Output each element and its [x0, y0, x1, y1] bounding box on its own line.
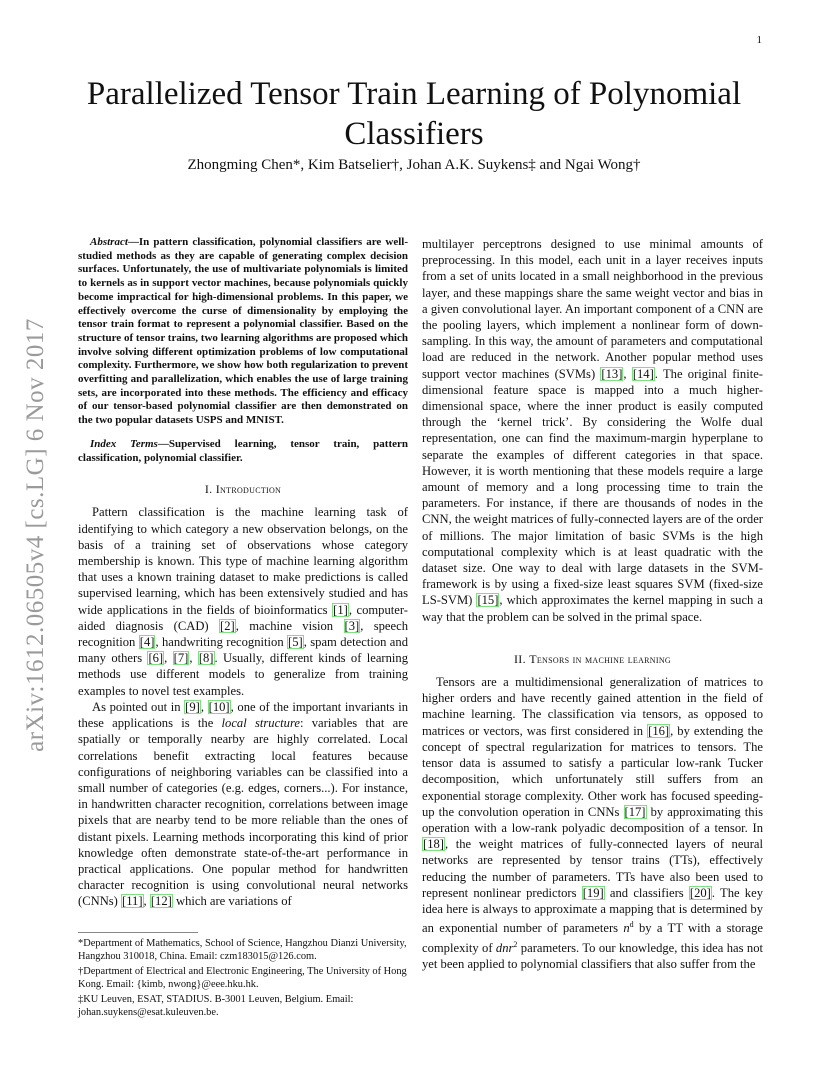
right-column [422, 236, 763, 972]
section-heading-tensors: II. Tensors in machine learning [514, 651, 671, 666]
math-dnr: dnr [495, 940, 514, 955]
left-column [78, 236, 408, 910]
citation-link[interactable]: [11] [122, 894, 143, 909]
index-terms-label: Index Terms [90, 437, 158, 450]
abstract-label: Abstract [90, 236, 128, 248]
citation-link[interactable]: [14] [632, 366, 654, 381]
citation-link[interactable]: [17] [624, 804, 646, 819]
citation-link[interactable]: [16] [648, 723, 670, 738]
abstract-text: —In pattern classification, polynomial classifiers are well-studied methods as they are capable of generating complex decision surfaces. Unfortunately, the use of multivariate polynomials is limited to kernels as in support vector machines, because polynomials quickly become impractical for high-dimensional problems. In this paper, we effectively overcome the curse of dimensionality by employing the tensor train format to represent a polynomial classifier. Based on the structure of tensor trains, two learning algorithms are proposed which involve solving different optimization problems of low computational complexity. Furthermore, we show how both regularization to prevent overfitting and parallelization, which enables the use of large training sets, are incorporated into these methods. The efficiency and efficacy of our tensor-based polynomial classifier are then demonstrated on the two popular datasets USPS and MNIST. [78, 236, 408, 427]
tensors-paragraph-1: Tensors are a multidimensional generalization of matrices to higher orders and have recently gained attention in the field of machine learning. The classification via tensors, as opposed to matrices or vectors, was first considered in [16], by extending the concept of spectral regularization for matrices to tensors. The tensor data is assumed to satisfy a particular low-rank Tucker decomposition, which unfortunately still suffers from an exponential storage complexity. Other work has focused speeding-up the convolution operation in CNNs [17] by approximating this operation with a low-rank polyadic decomposition of a tensor. In [18], the weight matrices of fully-connected layers of neural networks are represented by tensor trains (TTs), effectively reducing the number of parameters. TTs have also been used to represent nonlinear predictors [19] and classifiers [20]. The key idea here is always to approximate a mapping that is determined by an exponential number of parameters $n^d$ by a TT with a storage complexity of dnr$^2$ parameters. To our knowledge, this idea has not yet been applied to polynomial classifiers that also suffer from the [422, 675, 763, 971]
citation-link[interactable]: [12] [150, 894, 172, 909]
citation-link[interactable]: [5] [288, 635, 303, 650]
citation-link[interactable]: [1] [333, 602, 348, 617]
section-heading-introduction: I. Introduction [204, 482, 282, 497]
citation-link[interactable]: [15] [477, 593, 499, 608]
index-terms [78, 438, 408, 465]
footnotes [78, 932, 408, 1021]
citation-link[interactable]: [2] [220, 618, 235, 633]
footnote-3: ‡KU Leuven, ESAT, STADIUS. B-3001 Leuven, Belgium. Email: johan.suykens@esat.kuleuven.be. [78, 994, 354, 1018]
citation-link[interactable]: [20] [689, 885, 711, 900]
citation-link[interactable]: [9] [185, 699, 200, 714]
footnote-2: †Department of Electrical and Electronic Engineering, The University of Hong Kong. Email: {kimb, nwong}@eee.hku.hk. [78, 966, 407, 990]
citation-link[interactable]: [7] [173, 651, 189, 666]
citation-link[interactable]: [19] [582, 885, 604, 900]
index-terms-text: —Supervised learning, tensor train, pattern classification, polynomial classifier. [78, 437, 408, 464]
author-list: Zhongming Chen*, Kim Batselier†, Johan A.K. Suykens‡ and Ngai Wong† [187, 157, 641, 173]
citation-link[interactable]: [13] [601, 366, 623, 381]
intro-paragraph-3: multilayer perceptrons designed to use minimal amounts of preprocessing. In this model, each unit in a layer receives inputs from a set of units located in a small neighborhood in the previous layer, and these mappings share the same weight vector and bias in a given convolutional layer. An important component of a CNN are the pooling layers, which implement a nonlinear form of down-sampling. In this way, the amount of parameters and computational load are reduced in the network. Another popular method uses support vector machines (SVMs) [13], [14]. The original finite-dimensional feature space is mapped into a much higher-dimensional space, where the inner product is easily computed through the ‘kernel trick’. By considering the Wolfe dual representation, one can find the maximum-margin hyperplane to separate the examples of different categories in that space. However, it is worth mentioning that these models require a large amount of memory and a long processing time to train the parameters. For instance, if there are thousands of nodes in the CNN, the weight matrices of fully-connected layers are of the order of millions. The major limitation of basic SVMs is the high computational complexity which is at least quadratic with the dataset size. One way to deal with large datasets in the SVM-framework is by using a fixed-size least squares SVM (fixed-size LS-SVM) [15], which approximates the kernel mapping in such a way that the problem can be solved in the primal space. [422, 237, 764, 624]
page-number: 1 [756, 34, 762, 46]
arxiv-identifier: arXiv:1612.06505v4 [cs.LG] 6 Nov 2017 [22, 318, 49, 752]
footnote-rule [78, 932, 198, 933]
abstract [78, 236, 408, 428]
citation-link[interactable]: [18] [423, 837, 444, 852]
arxiv-sidebar [6, 300, 66, 770]
math-n: n [623, 921, 630, 936]
citation-link[interactable]: [8] [198, 651, 214, 666]
citation-link[interactable]: [4] [139, 635, 155, 650]
paper-title: Parallelized Tensor Train Learning of Polynomial Classifiers [86, 76, 742, 152]
citation-link[interactable]: [6] [148, 651, 164, 666]
intro-paragraph-2: As pointed out in [9], [10], one of the important invariants in these applications is the local structure: variables that are spatially or temporally nearby are highly correlated. Local correlations benefit extracting local features because configurations of neighboring variables can be classified into a small number of categories (e.g. edges, corners...). For instance, in handwritten character recognition, correlations between image pixels that are nearby tend to be more reliable than the ones of distant pixels. Learning methods incorporating this kind of prior knowledge often demonstrate state-of-the-art performance in practical applications. One popular method for handwritten character recognition is using convolutional neural networks (CNNs) [11], [12] which are variations of [78, 699, 409, 909]
intro-paragraph-1: Pattern classification is the machine learning task of identifying to which category a new observation belongs, on the basis of a training set of observations whose category membership is known. This type of machine learning algorithm that uses a known training dataset to make predictions is called supervised learning, which has been extensively studied and has wide applications in the fields of bioinformatics [1], computer-aided diagnosis (CAD) [2], machine vision [3], speech recognition [4], handwriting recognition [5], spam detection and many others [6], [7], [8]. Usually, different kinds of learning methods use different models to generalize from training examples to novel test examples. [78, 505, 409, 698]
footnote-1: *Department of Mathematics, School of Science, Hangzhou Dianzi University, Hangzhou 310018, China. Email: czm183015@126.com. [78, 938, 407, 962]
citation-link[interactable]: [10] [208, 699, 230, 714]
citation-link[interactable]: [3] [344, 618, 360, 633]
